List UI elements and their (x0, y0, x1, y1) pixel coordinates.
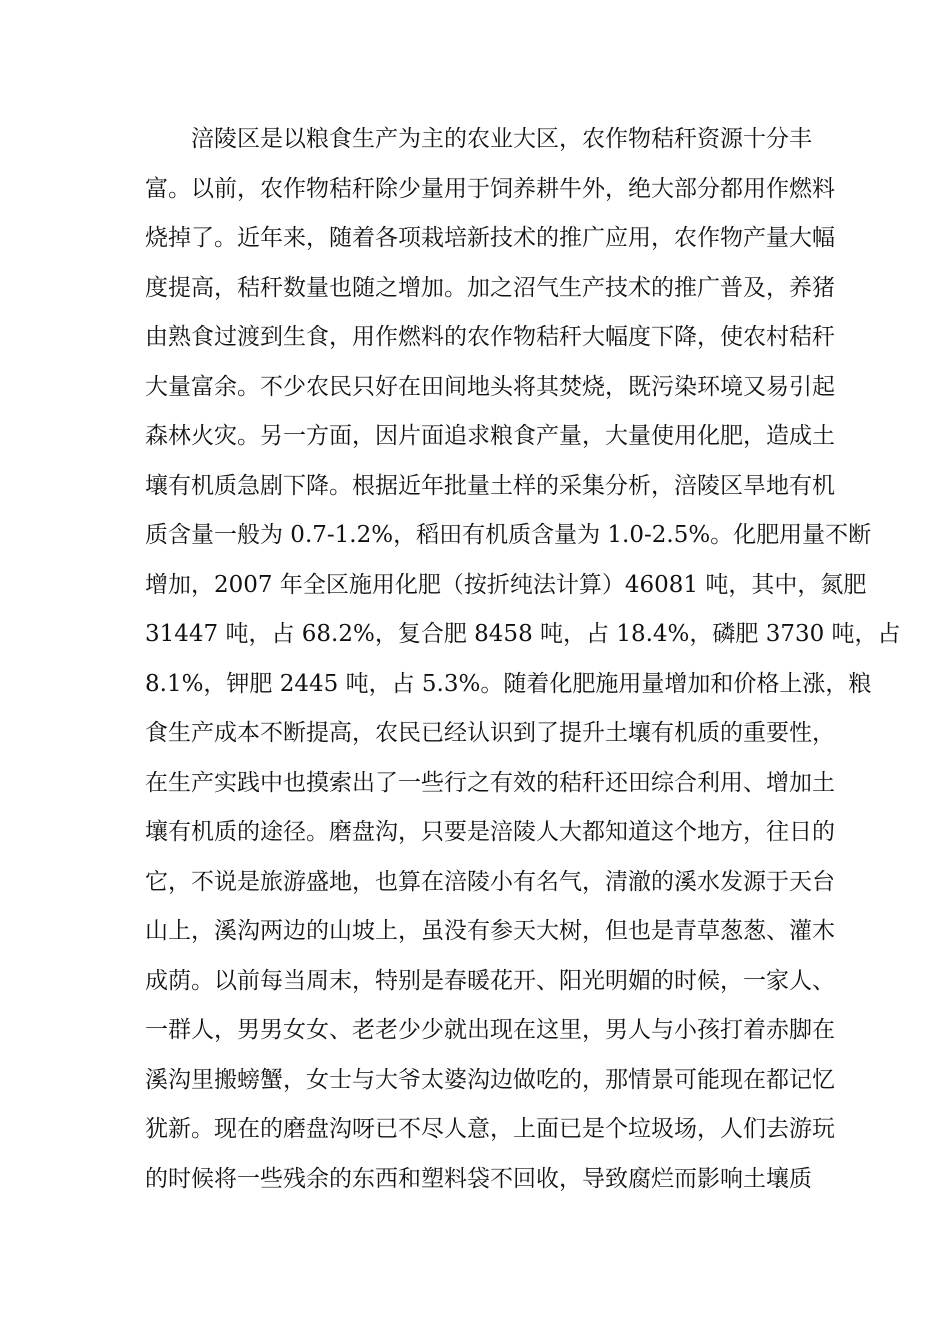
text-line: 8.1%，钾肥 2445 吨，占 5.3%。随着化肥施用量增加和价格上涨，粮 (145, 670, 872, 697)
text-line: 它，不说是旅游盛地，也算在涪陵小有名气，清澈的溪水发源于天台 (145, 868, 835, 895)
text-line: 富。以前，农作物秸秆除少量用于饲养耕牛外，绝大部分都用作燃料 (145, 175, 835, 202)
text-line: 烧掉了。近年来，随着各项栽培新技术的推广应用，农作物产量大幅 (145, 225, 835, 251)
text-line: 由熟食过渡到生食，用作燃料的农作物秸秆大幅度下降，使农村秸秆 (145, 324, 835, 350)
text-line: 壤有机质的途径。磨盘沟，只要是涪陵人大都知道这个地方，往日的 (145, 819, 835, 845)
text-line: 在生产实践中也摸索出了一些行之有效的秸秆还田综合利用、增加土 (145, 769, 835, 796)
text-line: 增加，2007 年全区施用化肥（按折纯法计算）46081 吨，其中，氮肥 (145, 571, 867, 598)
text-line: 山上，溪沟两边的山坡上，虽没有参天大树，但也是青草葱葱、灌木 (145, 918, 835, 944)
text-line: 大量富余。不少农民只好在田间地头将其焚烧，既污染环境又易引起 (145, 373, 835, 400)
text-line: 壤有机质急剧下降。根据近年批量土样的采集分析，涪陵区旱地有机 (145, 472, 835, 499)
text-line: 涪陵区是以粮食生产为主的农业大区，农作物秸秆资源十分丰 (191, 126, 812, 152)
text-line: 质含量一般为 0.7-1.2%，稻田有机质含量为 1.0-2.5%。化肥用量不断 (145, 522, 872, 548)
text-line: 食生产成本不断提高，农民已经认识到了提升土壤有机质的重要性， (145, 720, 835, 746)
text-line: 森林火灾。另一方面，因片面追求粮食产量，大量使用化肥，造成土 (145, 423, 835, 449)
text-line: 溪沟里搬螃蟹，女士与大爷太婆沟边做吃的，那情景可能现在都记忆 (145, 1066, 835, 1093)
text-line: 的时候将一些残余的东西和塑料袋不回收，导致腐烂而影响土壤质 (145, 1165, 812, 1192)
text-line: 31447 吨，占 68.2%，复合肥 8458 吨，占 18.4%，磷肥 3730 吨，占 (145, 621, 901, 647)
body-paragraph (145, 115, 901, 1204)
text-line: 犹新。现在的磨盘沟呀已不尽人意，上面已是个垃圾场，人们去游玩 (145, 1116, 835, 1142)
text-line: 度提高，秸秆数量也随之增加。加之沼气生产技术的推广普及，养猪 (145, 274, 835, 301)
text-line: 成荫。以前每当周末，特别是春暖花开、阳光明媚的时候，一家人、 (145, 967, 835, 994)
text-line: 一群人，男男女女、老老少少就出现在这里，男人与小孩打着赤脚在 (145, 1017, 835, 1043)
